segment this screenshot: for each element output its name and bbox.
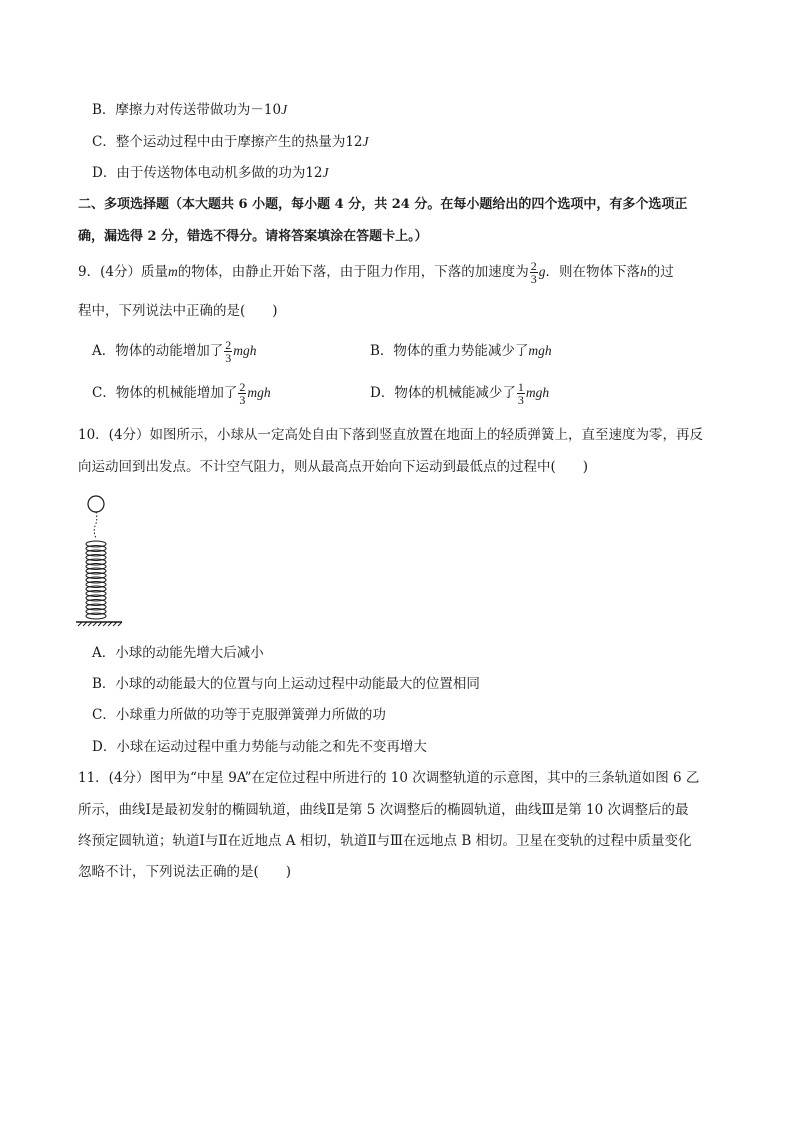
q10-option-d: D．小球在运动过程中重力势能与动能之和先不变再增大 — [92, 739, 427, 755]
ground — [76, 622, 122, 626]
q9-option-d-fraction: $\frac{1}{3}$ — [517, 380, 524, 407]
spring — [86, 541, 106, 619]
q9-accel-fraction: $\frac{2}{3}$ — [530, 259, 537, 286]
ball — [88, 496, 104, 512]
prev-option-c: C．整个运动过程中由于摩擦产生的热量为12J — [92, 134, 369, 150]
q9-option-a: A．物体的动能增加了 $\frac{2}{3}$ mgh — [92, 338, 257, 365]
q11-stem-line3: 终预定圆轨道；轨道Ⅰ与Ⅱ在近地点 A 相切，轨道Ⅱ与Ⅲ在远地点 B 相切。卫星在变轨的过程中质量变化 — [78, 833, 692, 849]
spring-ball-figure — [74, 492, 124, 632]
section-header-line1: 二、多项选择题（本大题共 6 小题，每小题 4 分，共 24 分。在每小题给出的四个选项中，有多个选项正 — [78, 197, 688, 212]
q9-option-b: B．物体的重力势能减少了mgh — [370, 343, 552, 359]
q9-option-c: C．物体的机械能增加了 $\frac{2}{3}$ mgh — [92, 380, 271, 407]
q9-stem: 9．(4分）质量m的物体，由静止开始下落，由于阻力作用，下落的加速度为 $\frac{2}{3}$ g．则在物体下落h的过 — [78, 259, 674, 286]
dotted-drop-line — [94, 512, 97, 538]
q9-option-d: D．物体的机械能减少了 $\frac{1}{3}$ mgh — [370, 380, 550, 407]
q11-stem-line1: 11．(4分）图甲为“中星 9A”在定位过程中所进行的 10 次调整轨道的示意图，其中的三条轨道如图 6 乙 — [78, 770, 700, 786]
q9-stem-line2: 程中，下列说法中正确的是( ) — [78, 303, 278, 319]
q10-stem-line2: 向运动回到出发点。不计空气阻力，则从最高点开始向下运动到最低点的过程中( ) — [78, 459, 589, 475]
q11-stem-line2: 所示，曲线Ⅰ是最初发射的椭圆轨道，曲线Ⅱ是第 5 次调整后的椭圆轨道，曲线Ⅲ是第 10 次调整后的最 — [78, 802, 689, 818]
prev-option-b: B．摩擦力对传送带做功为－10J — [92, 102, 288, 118]
prev-option-d: D．由于传送物体电动机多做的功为12J — [92, 165, 329, 181]
q11-stem-line4: 忽略不计，下列说法正确的是( ) — [78, 864, 292, 880]
q9-option-a-fraction: $\frac{2}{3}$ — [225, 338, 232, 365]
q10-option-c: C．小球重力所做的功等于克服弹簧弹力所做的功 — [92, 707, 386, 723]
q10-option-a: A．小球的动能先增大后减小 — [92, 645, 264, 661]
q10-option-b: B．小球的动能最大的位置与向上运动过程中动能最大的位置相同 — [92, 676, 480, 692]
q9-option-c-fraction: $\frac{2}{3}$ — [239, 380, 246, 407]
section-header-line2: 确，漏选得 2 分，错选不得分。请将答案填涂在答题卡上。） — [78, 229, 428, 244]
q10-stem-line1: 10．(4分）如图所示，小球从一定高处自由下落到竖直放置在地面上的轻质弹簧上，直至速度为零，再反 — [78, 427, 704, 443]
